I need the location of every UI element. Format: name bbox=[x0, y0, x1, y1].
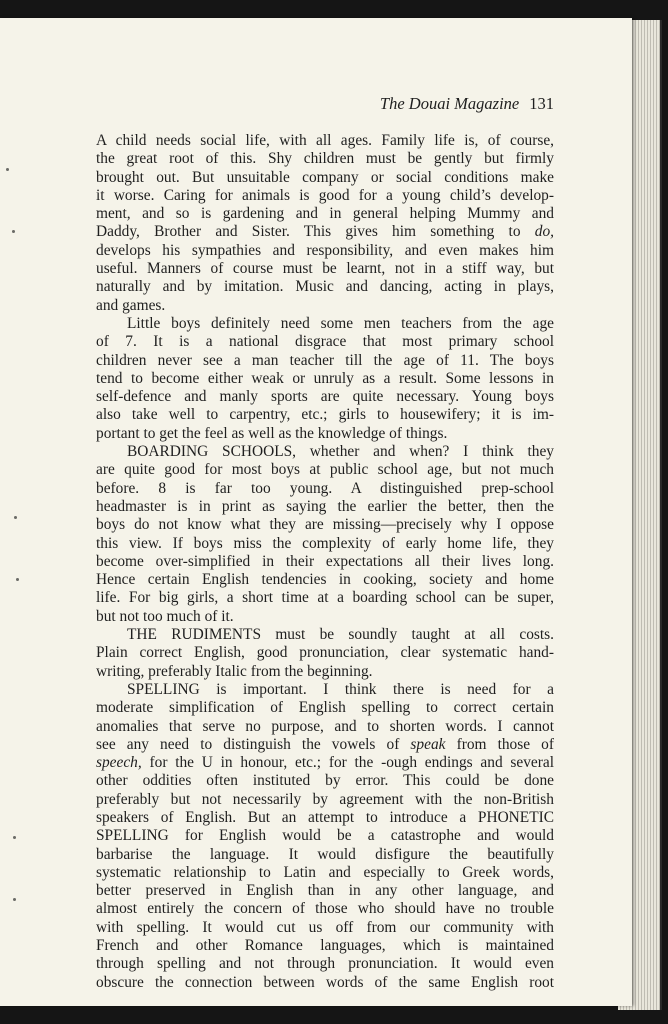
text-line: but not too much of it. bbox=[96, 607, 234, 625]
text-line: this view. If boys miss the complexity of early home life, they bbox=[96, 534, 554, 552]
text-line: anomalies that serve no purpose, and to shorten words. I cannot bbox=[96, 717, 554, 735]
text-line: and games. bbox=[96, 296, 166, 314]
text-line: headmaster is in print as saying the earlier the better, then the bbox=[96, 497, 554, 515]
text-line: tend to become either weak or unruly as a result. Some lessons in bbox=[96, 369, 554, 387]
text-line: boys do not know what they are missing—precisely why I oppose bbox=[96, 516, 554, 534]
text-line: SPELLING for English would be a catastrophe and would bbox=[96, 827, 554, 845]
running-header bbox=[300, 94, 554, 114]
text-line: portant to get the feel as well as the knowledge of things. bbox=[96, 424, 448, 442]
text-line: French and other Romance languages, which is maintained bbox=[96, 937, 554, 955]
margin-mark bbox=[13, 898, 16, 901]
text-line: speakers of English. But an attempt to introduce a PHONETIC bbox=[96, 808, 554, 826]
text-line: of 7. It is a national disgrace that most primary school bbox=[96, 333, 554, 351]
text-line: develops his sympathies and responsibility, and even makes him bbox=[96, 241, 554, 259]
text-line: Little boys definitely need some men teachers from the age bbox=[127, 314, 554, 332]
text-line: before. 8 is far too young. A distinguished prep-school bbox=[96, 479, 554, 497]
text-line: A child needs social life, with all ages. Family life is, of course, bbox=[96, 132, 554, 149]
text-line: writing, preferably Italic from the beginning. bbox=[96, 662, 373, 680]
emphasis-text: speak bbox=[410, 735, 446, 753]
margin-mark bbox=[6, 168, 9, 171]
text-segment: see any need to distinguish the vowels of bbox=[96, 735, 400, 753]
text-line: become over-simplified in their expectations all their lives long. bbox=[96, 552, 554, 570]
text-segment: from those of bbox=[456, 735, 554, 753]
text-line: Hence certain English tendencies in cooking, society and home bbox=[96, 571, 554, 589]
page-number: 131 bbox=[529, 94, 554, 113]
text-line: almost entirely the concern of those who should have no trouble bbox=[96, 900, 554, 918]
text-line: other oddities often instituted by error. This could be done bbox=[96, 772, 554, 790]
text-line: barbarise the language. It would disfigure the beautifully bbox=[96, 845, 554, 863]
text-line: are quite good for most boys at public school age, but not much bbox=[96, 461, 554, 479]
text-line: obscure the connection between words of the same English root bbox=[96, 973, 554, 991]
article-body bbox=[96, 132, 554, 992]
text-line bbox=[96, 223, 554, 241]
text-line: with spelling. It would cut us off from our community with bbox=[96, 918, 554, 936]
text-line: through spelling and not through pronunciation. It would even bbox=[96, 955, 554, 973]
margin-mark bbox=[14, 516, 17, 519]
text-line: useful. Manners of course must be learnt, not in a stiff way, but bbox=[96, 260, 554, 278]
running-title: The Douai Magazine bbox=[379, 94, 520, 113]
text-line: systematic relationship to Latin and especially to Greek words, bbox=[96, 863, 554, 881]
margin-mark bbox=[12, 230, 15, 233]
text-line: preferably but not necessarily by agreement with the non-British bbox=[96, 790, 554, 808]
text-line: Plain correct English, good pronunciation, clear systematic hand- bbox=[96, 644, 554, 662]
text-line: THE RUDIMENTS must be soundly taught at all costs. bbox=[127, 626, 554, 644]
text-line: children never see a man teacher till the age of 11. The boys bbox=[96, 351, 554, 369]
margin-mark bbox=[16, 578, 19, 581]
text-line: the great root of this. Shy children must be gently but firmly bbox=[96, 150, 554, 168]
text-line: ment, and so is gardening and in general helping Mummy and bbox=[96, 205, 554, 223]
text-line: BOARDING SCHOOLS, whether and when? I think they bbox=[127, 443, 554, 461]
emphasis-text: do, bbox=[534, 223, 554, 241]
emphasis-text: speech, bbox=[96, 754, 142, 772]
text-line: self-defence and manly sports are quite necessary. Young boys bbox=[96, 388, 554, 406]
text-line bbox=[96, 754, 554, 772]
text-segment: Daddy, Brother and Sister. This gives him something to bbox=[96, 223, 521, 241]
text-line: naturally and by imitation. Music and dancing, acting in plays, bbox=[96, 278, 554, 296]
text-line: life. For big girls, a short time at a boarding school can be super, bbox=[96, 589, 554, 607]
text-line: brought out. But unsuitable company or social conditions make bbox=[96, 168, 554, 186]
text-line: SPELLING is important. I think there is need for a bbox=[127, 680, 554, 698]
text-line bbox=[96, 736, 554, 754]
text-line: it worse. Caring for animals is good for a young child’s develop- bbox=[96, 186, 554, 204]
margin-mark bbox=[13, 836, 16, 839]
text-line: better preserved in English than in any other language, and bbox=[96, 882, 554, 900]
text-segment: for the U in honour, etc.; for the -ough endings and several bbox=[149, 754, 554, 772]
text-line: also take well to carpentry, etc.; girls to housewifery; it is im- bbox=[96, 406, 554, 424]
text-line: moderate simplification of English spelling to correct certain bbox=[96, 699, 554, 717]
